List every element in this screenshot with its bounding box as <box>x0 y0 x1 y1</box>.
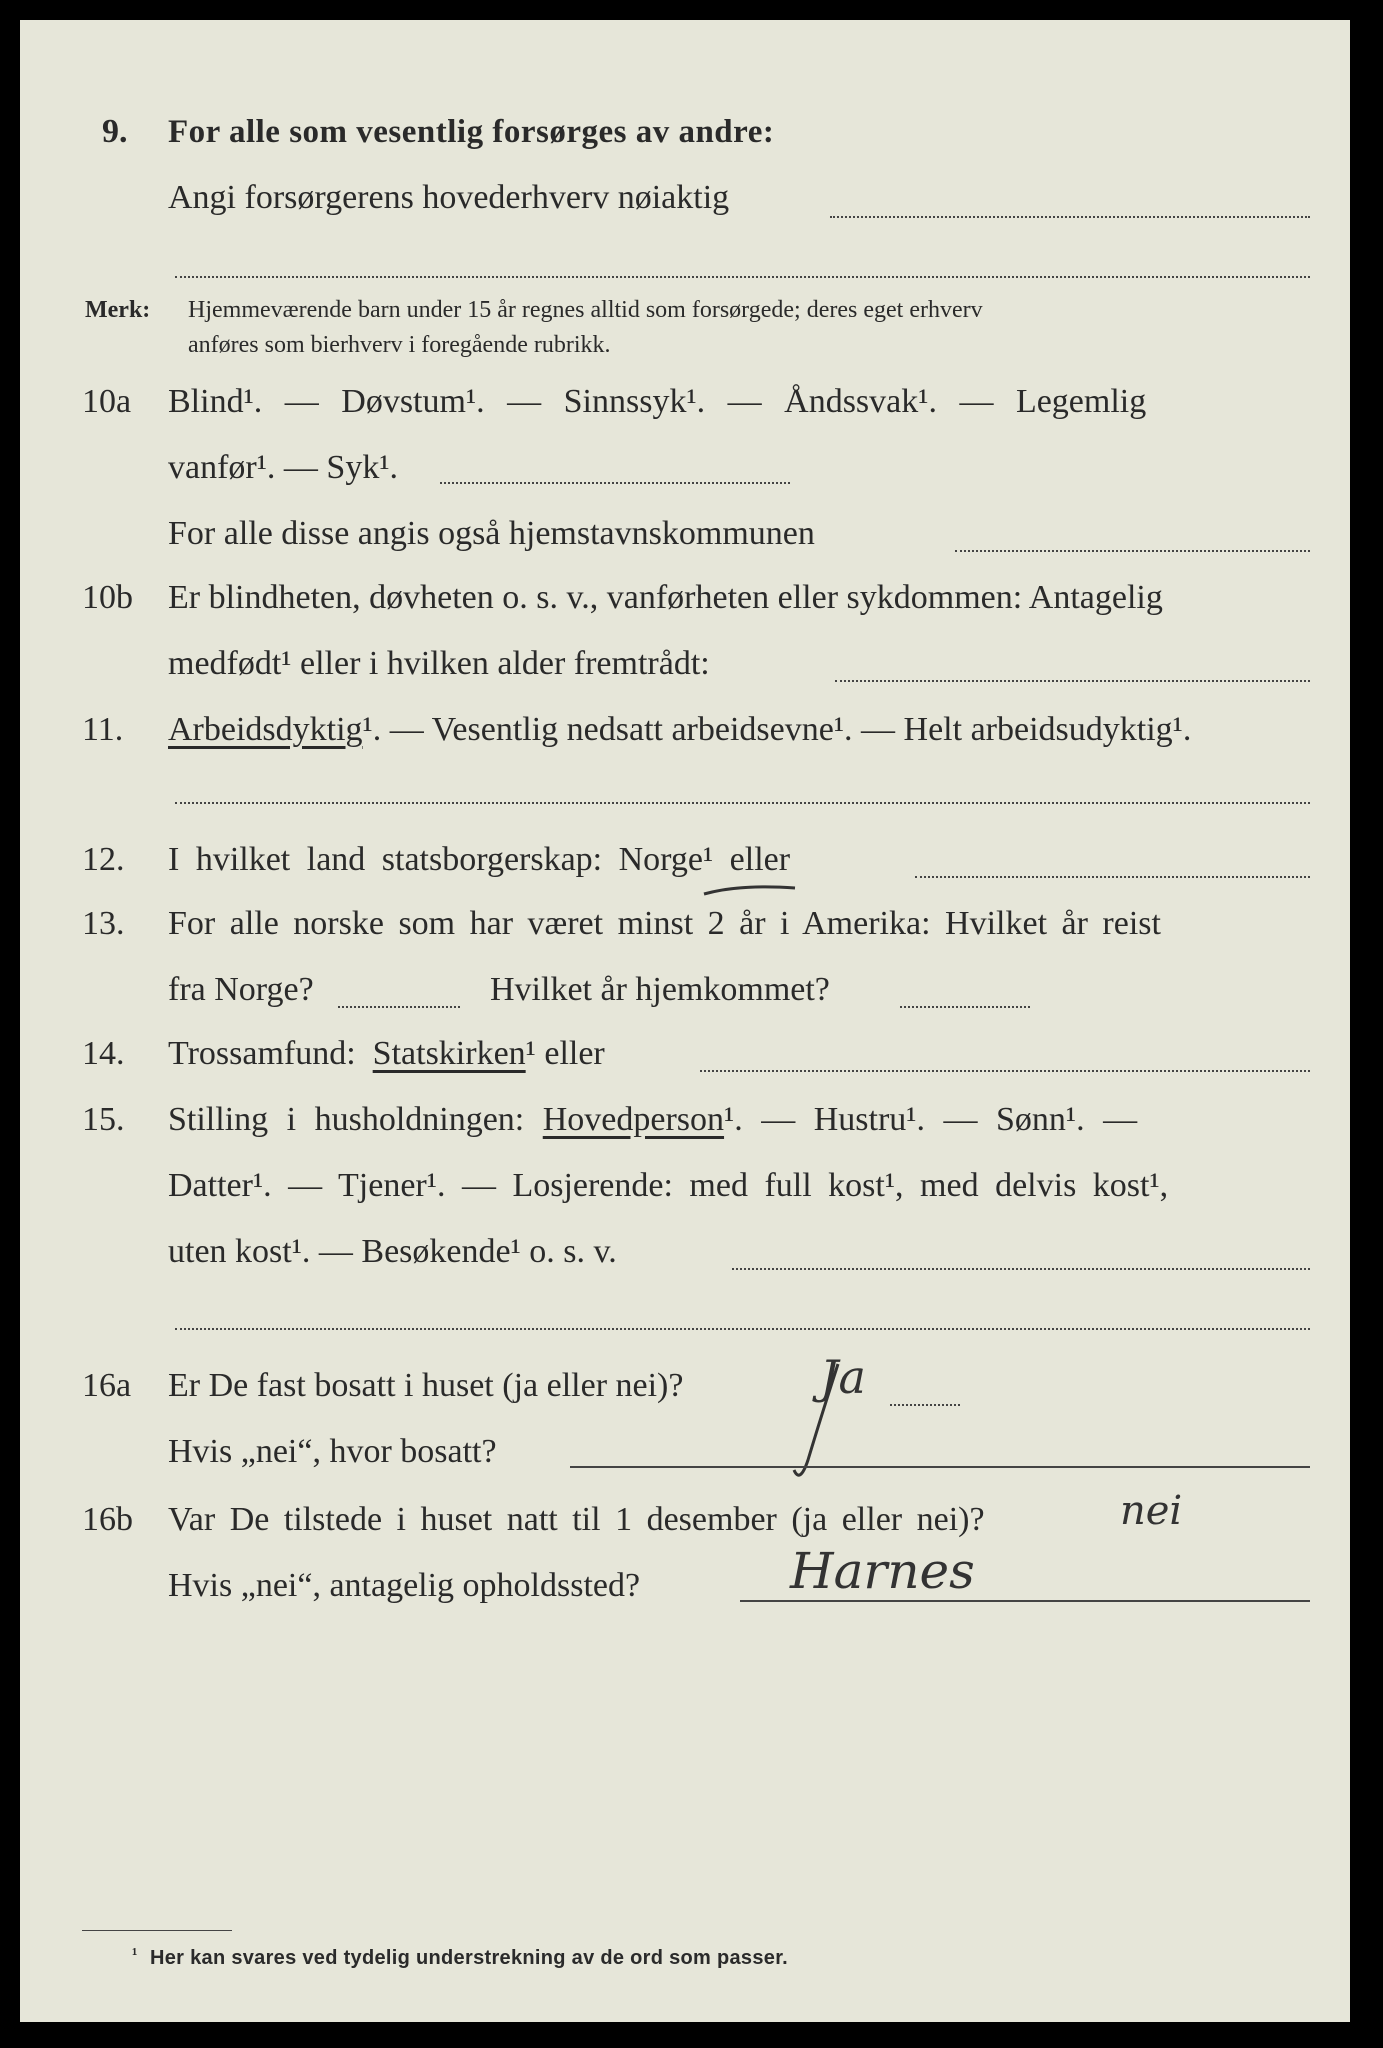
footnote-mark: ¹ <box>132 1944 138 1964</box>
q9-answer-line <box>830 216 1310 218</box>
q15-line-2: Datter¹. — Tjener¹. — Losjerende: med full kost¹, med delvis kost¹, <box>168 1167 1169 1204</box>
q10a-syk-line <box>440 482 790 484</box>
q10a-line-1: Blind¹. — Døvstum¹. — Sinnssyk¹. — Åndssvak¹. — Legemlig <box>168 383 1147 420</box>
q15-option-hovedperson: Hovedperson <box>542 1101 725 1138</box>
q10b-line-2: medfødt¹ eller i hvilken alder fremtrådt: <box>168 645 710 682</box>
q10a-line-3: For alle disse angis også hjemstavnskommunen <box>168 515 815 552</box>
q10a-number: 10a <box>82 383 132 420</box>
q15-line-3: uten kost¹. — Besøkende¹ o. s. v. <box>168 1233 617 1270</box>
q11-number: 11. <box>82 711 124 748</box>
q16a-handwritten-stroke <box>790 1360 850 1490</box>
q10a-line-2: vanfør¹. — Syk¹. <box>168 449 399 486</box>
q16b-line-2: Hvis „nei“, antagelig opholdssted? <box>168 1567 641 1604</box>
q16b-line-1: Var De tilstede i huset natt til 1 desember (ja eller nei)? <box>168 1501 985 1538</box>
q10b-answer-line <box>835 680 1310 682</box>
q16b-handwritten-answer: nei <box>1120 1488 1183 1534</box>
q13-reist-line <box>338 1006 460 1008</box>
q9-title: For alle som vesentlig forsørges av andre: <box>168 114 775 150</box>
q14-number: 14. <box>82 1035 125 1072</box>
q15-answer-line-2 <box>175 1328 1310 1330</box>
q15-line-1 <box>168 1100 1137 1140</box>
q12-rest: ¹ eller <box>702 841 791 878</box>
merk-label: Merk: <box>85 297 151 323</box>
q12-line <box>168 840 790 880</box>
q12-option-norge: Norge <box>618 841 703 878</box>
q16a-line-2: Hvis „nei“, hvor bosatt? <box>168 1433 497 1470</box>
q15-line-1a: Stilling i husholdningen: <box>168 1101 525 1138</box>
q13-line-2a: fra Norge? <box>168 971 314 1008</box>
q10b-line-1: Er blindheten, døvheten o. s. v., vanførheten eller sykdommen: Antagelig <box>168 579 1163 616</box>
q16b-opholdssted-line <box>740 1600 1310 1602</box>
q12-number: 12. <box>82 841 125 878</box>
q14-answer-line <box>700 1070 1310 1072</box>
q15-line-1b: ¹. — Hustru¹. — Sønn¹. — <box>724 1101 1138 1138</box>
q16a-number: 16a <box>82 1367 132 1404</box>
q13-number: 13. <box>82 905 125 942</box>
q13-hjemkommet-line <box>900 1006 1030 1008</box>
q16a-answer-line <box>890 1404 960 1406</box>
q12-handwritten-underline <box>700 880 800 904</box>
q11-line <box>168 710 1191 750</box>
q9-answer-line-2 <box>175 276 1310 278</box>
q14-text: Trossamfund: <box>168 1035 356 1072</box>
q9-prompt: Angi forsørgerens hovederhverv nøiaktig <box>168 179 730 216</box>
q14-option-statskirken: Statskirken <box>372 1035 526 1072</box>
q14-line <box>168 1034 605 1074</box>
q16a-bosatt-line <box>570 1466 1310 1468</box>
q15-number: 15. <box>82 1101 125 1138</box>
footnote-rule <box>82 1930 232 1931</box>
q11-option-arbeidsdyktig: Arbeidsdyktig <box>168 711 363 748</box>
footnote-text: Her kan svares ved tydelig understrekning av de ord som passer. <box>150 1947 789 1969</box>
q11-rest: ¹. — Vesentlig nedsatt arbeidsevne¹. — Helt arbeidsudyktig¹. <box>362 711 1192 748</box>
q9-number: 9. <box>102 113 128 150</box>
q12-answer-line <box>915 876 1310 878</box>
merk-line-1: Hjemmeværende barn under 15 år regnes alltid som forsørgede; deres eget erhverv <box>188 297 983 323</box>
q12-text: I hvilket land statsborgerskap: <box>168 841 603 878</box>
q16b-handwritten-place: Harnes <box>790 1542 975 1600</box>
q11-answer-line <box>175 802 1310 804</box>
q10a-kommune-line <box>955 550 1310 552</box>
q13-line-1: For alle norske som har været minst 2 år i Amerika: Hvilket år reist <box>168 905 1161 942</box>
q16b-number: 16b <box>82 1501 133 1538</box>
q15-answer-line <box>732 1268 1310 1270</box>
q14-rest: ¹ eller <box>525 1035 605 1072</box>
q16a-line-1: Er De fast bosatt i huset (ja eller nei)? <box>168 1367 684 1404</box>
merk-line-2: anføres som bierhverv i foregående rubrikk. <box>188 332 611 358</box>
q13-line-2b: Hvilket år hjemkommet? <box>490 971 830 1008</box>
census-form-page <box>20 20 1350 2022</box>
q16a-handwritten-answer: Ja <box>820 1350 866 1404</box>
q10b-number: 10b <box>82 579 133 616</box>
